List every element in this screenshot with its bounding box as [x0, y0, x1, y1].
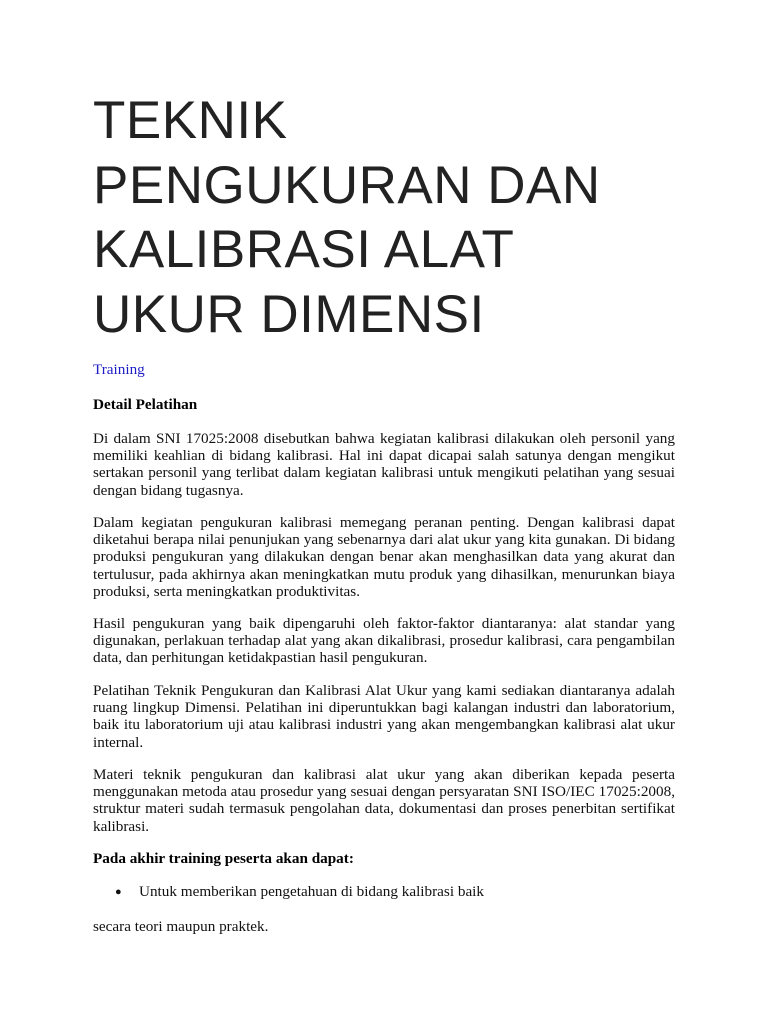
- title-line-1: TEKNIK: [93, 91, 288, 150]
- paragraph-2: Dalam kegiatan pengukuran kalibrasi memegang peranan penting. Dengan kalibrasi dapat diketahui berapa nilai penunjukan yang sebenarnya dari alat ukur yang kita gunakan. Di bidang produksi pengukuran yang dilakukan dengan benar akan menghasilkan data yang akurat dan tertulusur, pada akhirnya akan meningkatkan mutu produk yang dihasilkan, menurunkan biaya produksi, serta meningkatkan produktivitas.: [93, 514, 675, 600]
- page-title: [93, 89, 693, 347]
- paragraph-4: Pelatihan Teknik Pengukuran dan Kalibrasi Alat Ukur yang kami sediakan diantaranya adalah ruang lingkup Dimensi. Pelatihan ini diperuntukkan bagi kalangan industri dan laboratorium, baik itu laboratorium uji atau kalibrasi industri yang akan mengembangkan kalibrasi alat ukur internal.: [93, 682, 675, 751]
- bullet-continuation-text: secara teori maupun praktek.: [93, 918, 269, 935]
- title-line-4: UKUR DIMENSI: [93, 284, 485, 344]
- title-line-2: PENGUKURAN DAN: [93, 155, 601, 215]
- section-heading-detail-pelatihan: Detail Pelatihan: [93, 396, 198, 413]
- bullet-item-text: Untuk memberikan pengetahuan di bidang kalibrasi baik: [139, 883, 484, 900]
- paragraph-5: Materi teknik pengukuran dan kalibrasi alat ukur yang akan diberikan kepada peserta menggunakan metoda atau prosedur yang sesuai dengan persyaratan SNI ISO/IEC 17025:2008, struktur materi sudah termasuk pengolahan data, dokumentasi dan proses penerbitan sertifikat kalibrasi.: [93, 766, 675, 835]
- title-line-3: KALIBRASI ALAT: [93, 220, 515, 279]
- category-link-training[interactable]: Training: [93, 361, 145, 378]
- goals-heading: Pada akhir training peserta akan dapat:: [93, 850, 354, 867]
- bullet-list-item: [115, 883, 675, 901]
- paragraph-1: Di dalam SNI 17025:2008 disebutkan bahwa kegiatan kalibrasi dilakukan oleh personil yang memiliki keahlian di bidang kalibrasi. Hal ini dapat dicapai salah satunya dengan mengikut sertakan personil yang terlibat dalam kegiatan kalibrasi untuk mengikuti pelatihan yang sesuai dengan bidang tugasnya.: [93, 430, 675, 499]
- bullet-icon: ●: [115, 886, 122, 898]
- paragraph-3: Hasil pengukuran yang baik dipengaruhi oleh faktor-faktor diantaranya: alat standar yang digunakan, perlakuan terhadap alat yang akan dikalibrasi, prosedur kalibrasi, cara pengambilan data, dan perhitungan ketidakpastian hasil pengukuran.: [93, 615, 675, 667]
